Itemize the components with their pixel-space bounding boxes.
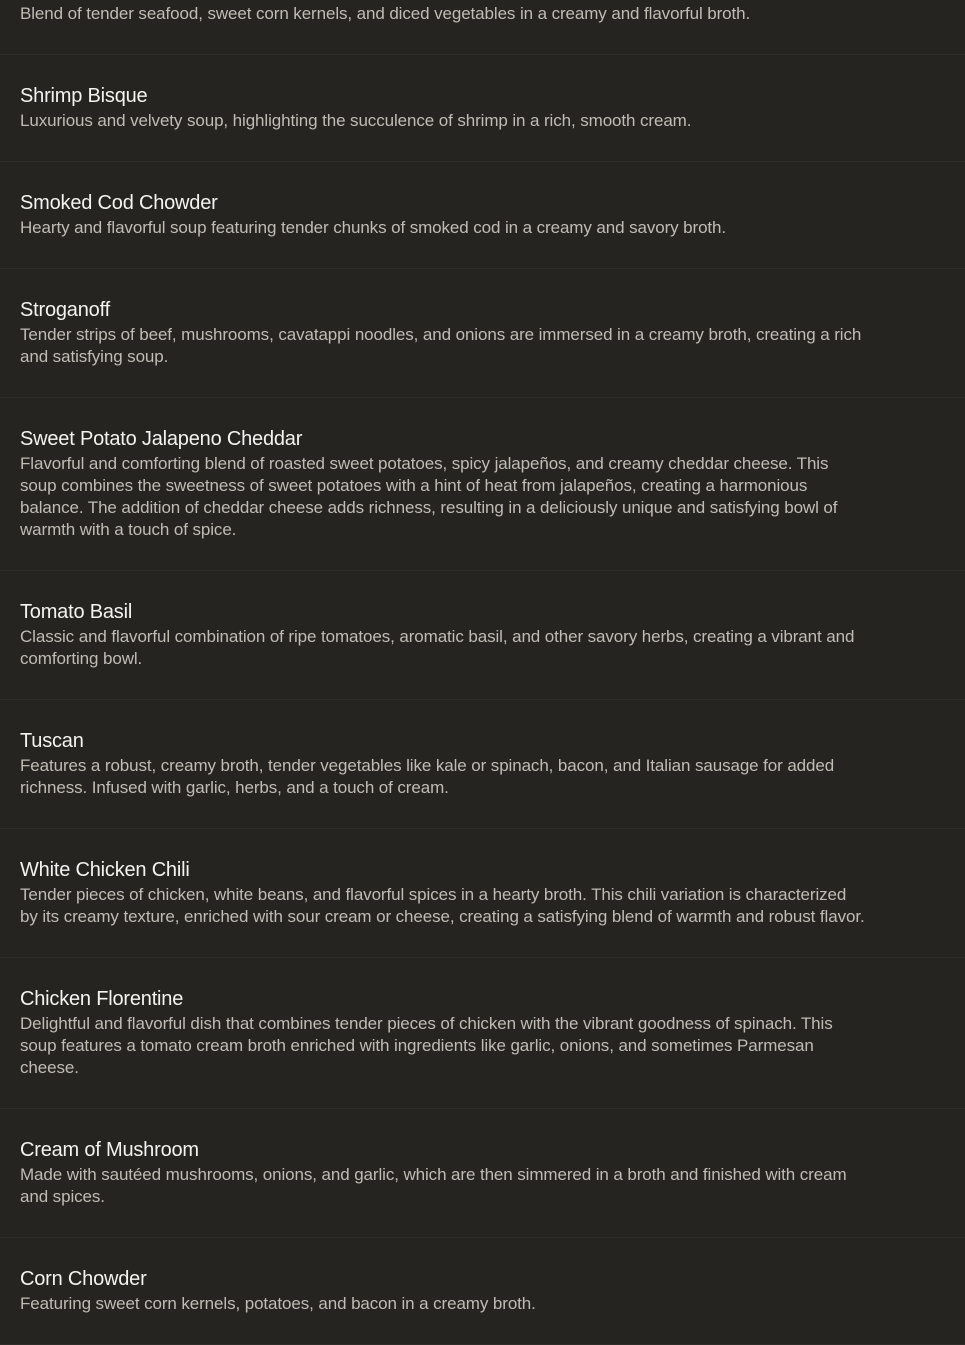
menu-item-name: Stroganoff xyxy=(20,299,110,321)
menu-item-name: Tuscan xyxy=(20,730,84,752)
menu-item-name: Chicken Florentine xyxy=(20,988,184,1010)
menu-item-tomato-basil xyxy=(0,571,965,700)
menu-item-description: Flavorful and comforting blend of roasted sweet potatoes, spicy jalapeños, and creamy cheddar cheese. This soup combines the sweetness of sweet potatoes with a hint of heat from jalapeños, creating a harmonious balance. The addition of cheddar cheese adds richness, resulting in a deliciously unique and satisfying bowl of warmth with a touch of spice. xyxy=(20,454,838,539)
menu-item-description: Blend of tender seafood, sweet corn kernels, and diced vegetables in a creamy and flavorful broth. xyxy=(20,4,751,23)
menu-item-name: Corn Chowder xyxy=(20,1268,147,1290)
menu-item-stroganoff xyxy=(0,269,965,398)
menu-item-description: Tender strips of beef, mushrooms, cavatappi noodles, and onions are immersed in a creamy broth, creating a rich and satisfying soup. xyxy=(20,325,862,366)
menu-item-name: Tomato Basil xyxy=(20,601,133,623)
menu-item-smoked-cod-chowder xyxy=(0,162,965,269)
menu-item-cream-of-mushroom xyxy=(0,1109,965,1238)
menu-item-corn-chowder xyxy=(0,1238,965,1345)
menu-item-white-chicken-chili xyxy=(0,829,965,958)
menu-item-name: Cream of Mushroom xyxy=(20,1139,199,1161)
menu-item-description: Classic and flavorful combination of ripe tomatoes, aromatic basil, and other savory herbs, creating a vibrant and comforting bowl. xyxy=(20,627,855,668)
menu-item-shrimp-bisque xyxy=(0,55,965,162)
menu-item-name: Smoked Cod Chowder xyxy=(20,192,218,214)
menu-item-chicken-florentine xyxy=(0,958,965,1109)
menu-item-description: Made with sautéed mushrooms, onions, and garlic, which are then simmered in a broth and finished with cream and spices. xyxy=(20,1165,847,1206)
menu-item-name xyxy=(20,0,865,2)
menu-item-name: White Chicken Chili xyxy=(20,859,190,881)
menu-item-description: Featuring sweet corn kernels, potatoes, and bacon in a creamy broth. xyxy=(20,1294,536,1313)
menu-item-description: Delightful and flavorful dish that combines tender pieces of chicken with the vibrant goodness of spinach. This soup features a tomato cream broth enriched with ingredients like garlic, onions, and sometimes Parmesan cheese. xyxy=(20,1014,833,1077)
menu-item-sweet-potato-jalapeno-cheddar xyxy=(0,398,965,571)
menu-item-name: Shrimp Bisque xyxy=(20,85,148,107)
menu-item-name: Sweet Potato Jalapeno Cheddar xyxy=(20,428,303,450)
menu-item-description: Luxurious and velvety soup, highlighting the succulence of shrimp in a rich, smooth cream. xyxy=(20,111,692,130)
menu-item-description: Tender pieces of chicken, white beans, and flavorful spices in a hearty broth. This chili variation is characterized by its creamy texture, enriched with sour cream or cheese, creating a satisfying blend of warmth and robust flavor. xyxy=(20,885,865,926)
menu-item-tuscan xyxy=(0,700,965,829)
menu-item-seafood-corn-chowder xyxy=(0,0,965,55)
menu-item-description: Hearty and flavorful soup featuring tender chunks of smoked cod in a creamy and savory broth. xyxy=(20,218,727,237)
menu-item-description: Features a robust, creamy broth, tender vegetables like kale or spinach, bacon, and Italian sausage for added richness. Infused with garlic, herbs, and a touch of cream. xyxy=(20,756,835,797)
